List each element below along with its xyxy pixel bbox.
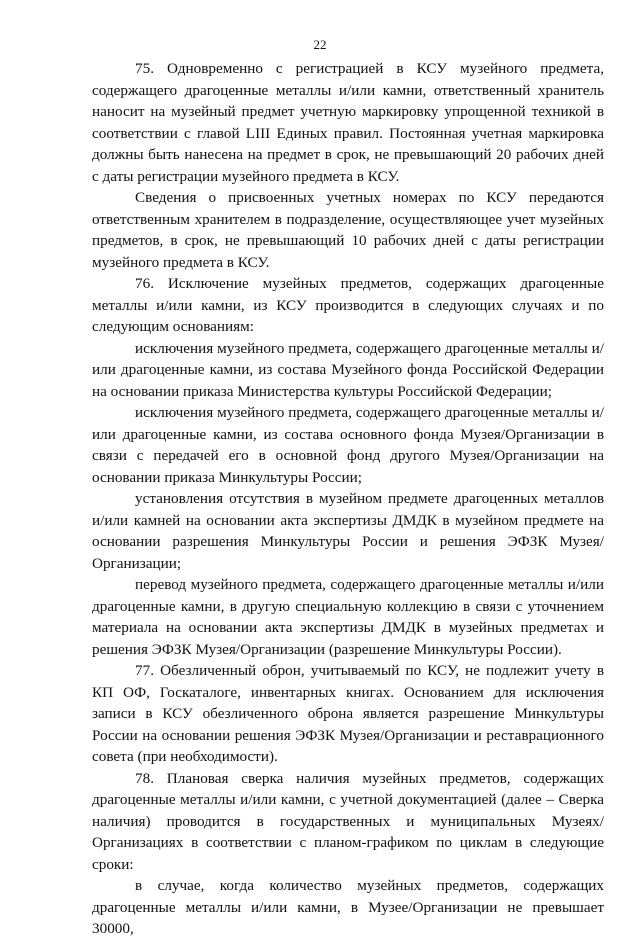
paragraph-77: 77. Обезличенный оброн, учитываемый по КСУ, не подлежит учету в КП ОФ, Госкаталоге, инвентарных книгах. Основанием для исключения записи в КСУ обезличенного оброна является разрешение Минкультуры России на основании решения ЭФЗК Музея/Организации и реставрационного совета (при необходимости). bbox=[92, 662, 604, 765]
paragraph-76-case-4: перевод музейного предмета, содержащего драгоценные металлы и/или драгоценные камни, в другую специальную коллекцию в связи с уточнением материала на основании акта экспертизы ДМДК в музейных предметах и решения ЭФЗК Музея/Организации (разрешение Минкультуры России). bbox=[92, 576, 604, 658]
paragraph-76-case-3: установления отсутствия в музейном предмете драгоценных металлов и/или камней на основании акта экспертизы ДМДК в музейном предмете на основании разрешения Минкультуры России и решения ЭФЗК Музея/Организации; bbox=[92, 490, 604, 572]
paragraph-76-case-2: исключения музейного предмета, содержащего драгоценные металлы и/или драгоценные камни, из состава основного фонда Музея/Организации в связи с передачей его в основной фонд другого Музея/Организации на основании приказа Минкультуры России; bbox=[92, 404, 604, 486]
paragraph-75: 75. Одновременно с регистрацией в КСУ музейного предмета, содержащего драгоценные металлы и/или камни, ответственный хранитель наносит на музейный предмет учетную маркировку упрощенной техникой в соответствии с главой LIII Единых правил. Постоянная учетная маркировка должны быть нанесена на предмет в срок, не превышающий 20 рабочих дней с даты регистрации музейного предмета в КСУ. bbox=[92, 60, 604, 185]
page-number: 22 bbox=[313, 37, 327, 52]
document-body bbox=[92, 58, 604, 940]
paragraph-75-notice: Сведения о присвоенных учетных номерах по КСУ передаются ответственным хранителем в подразделение, осуществляющее учет музейных предметов, в срок, не превышающий 10 рабочих дней с даты регистрации музейного предмета в КСУ. bbox=[92, 189, 604, 271]
paragraph-76-case-1: исключения музейного предмета, содержащего драгоценные металлы и/или драгоценные камни, из состава Музейного фонда Российской Федерации на основании приказа Министерства культуры Российской Федерации; bbox=[92, 339, 604, 400]
paragraph-78-case-1: в случае, когда количество музейных предметов, содержащих драгоценные металлы и/или камни, в Музее/Организации не превышает 30000, bbox=[92, 877, 604, 937]
paragraph-78: 78. Плановая сверка наличия музейных предметов, содержащих драгоценные металлы и/или камни, с учетной документацией (далее – Сверка наличия) проводится в государственных и муниципальных Музеях/Организациях в соответствии с планом-графиком по циклам в следующие сроки: bbox=[92, 769, 604, 873]
paragraph-76: 76. Исключение музейных предметов, содержащих драгоценные металлы и/или камни, из КСУ производится в следующих случаях и по следующим основаниям: bbox=[92, 275, 604, 335]
